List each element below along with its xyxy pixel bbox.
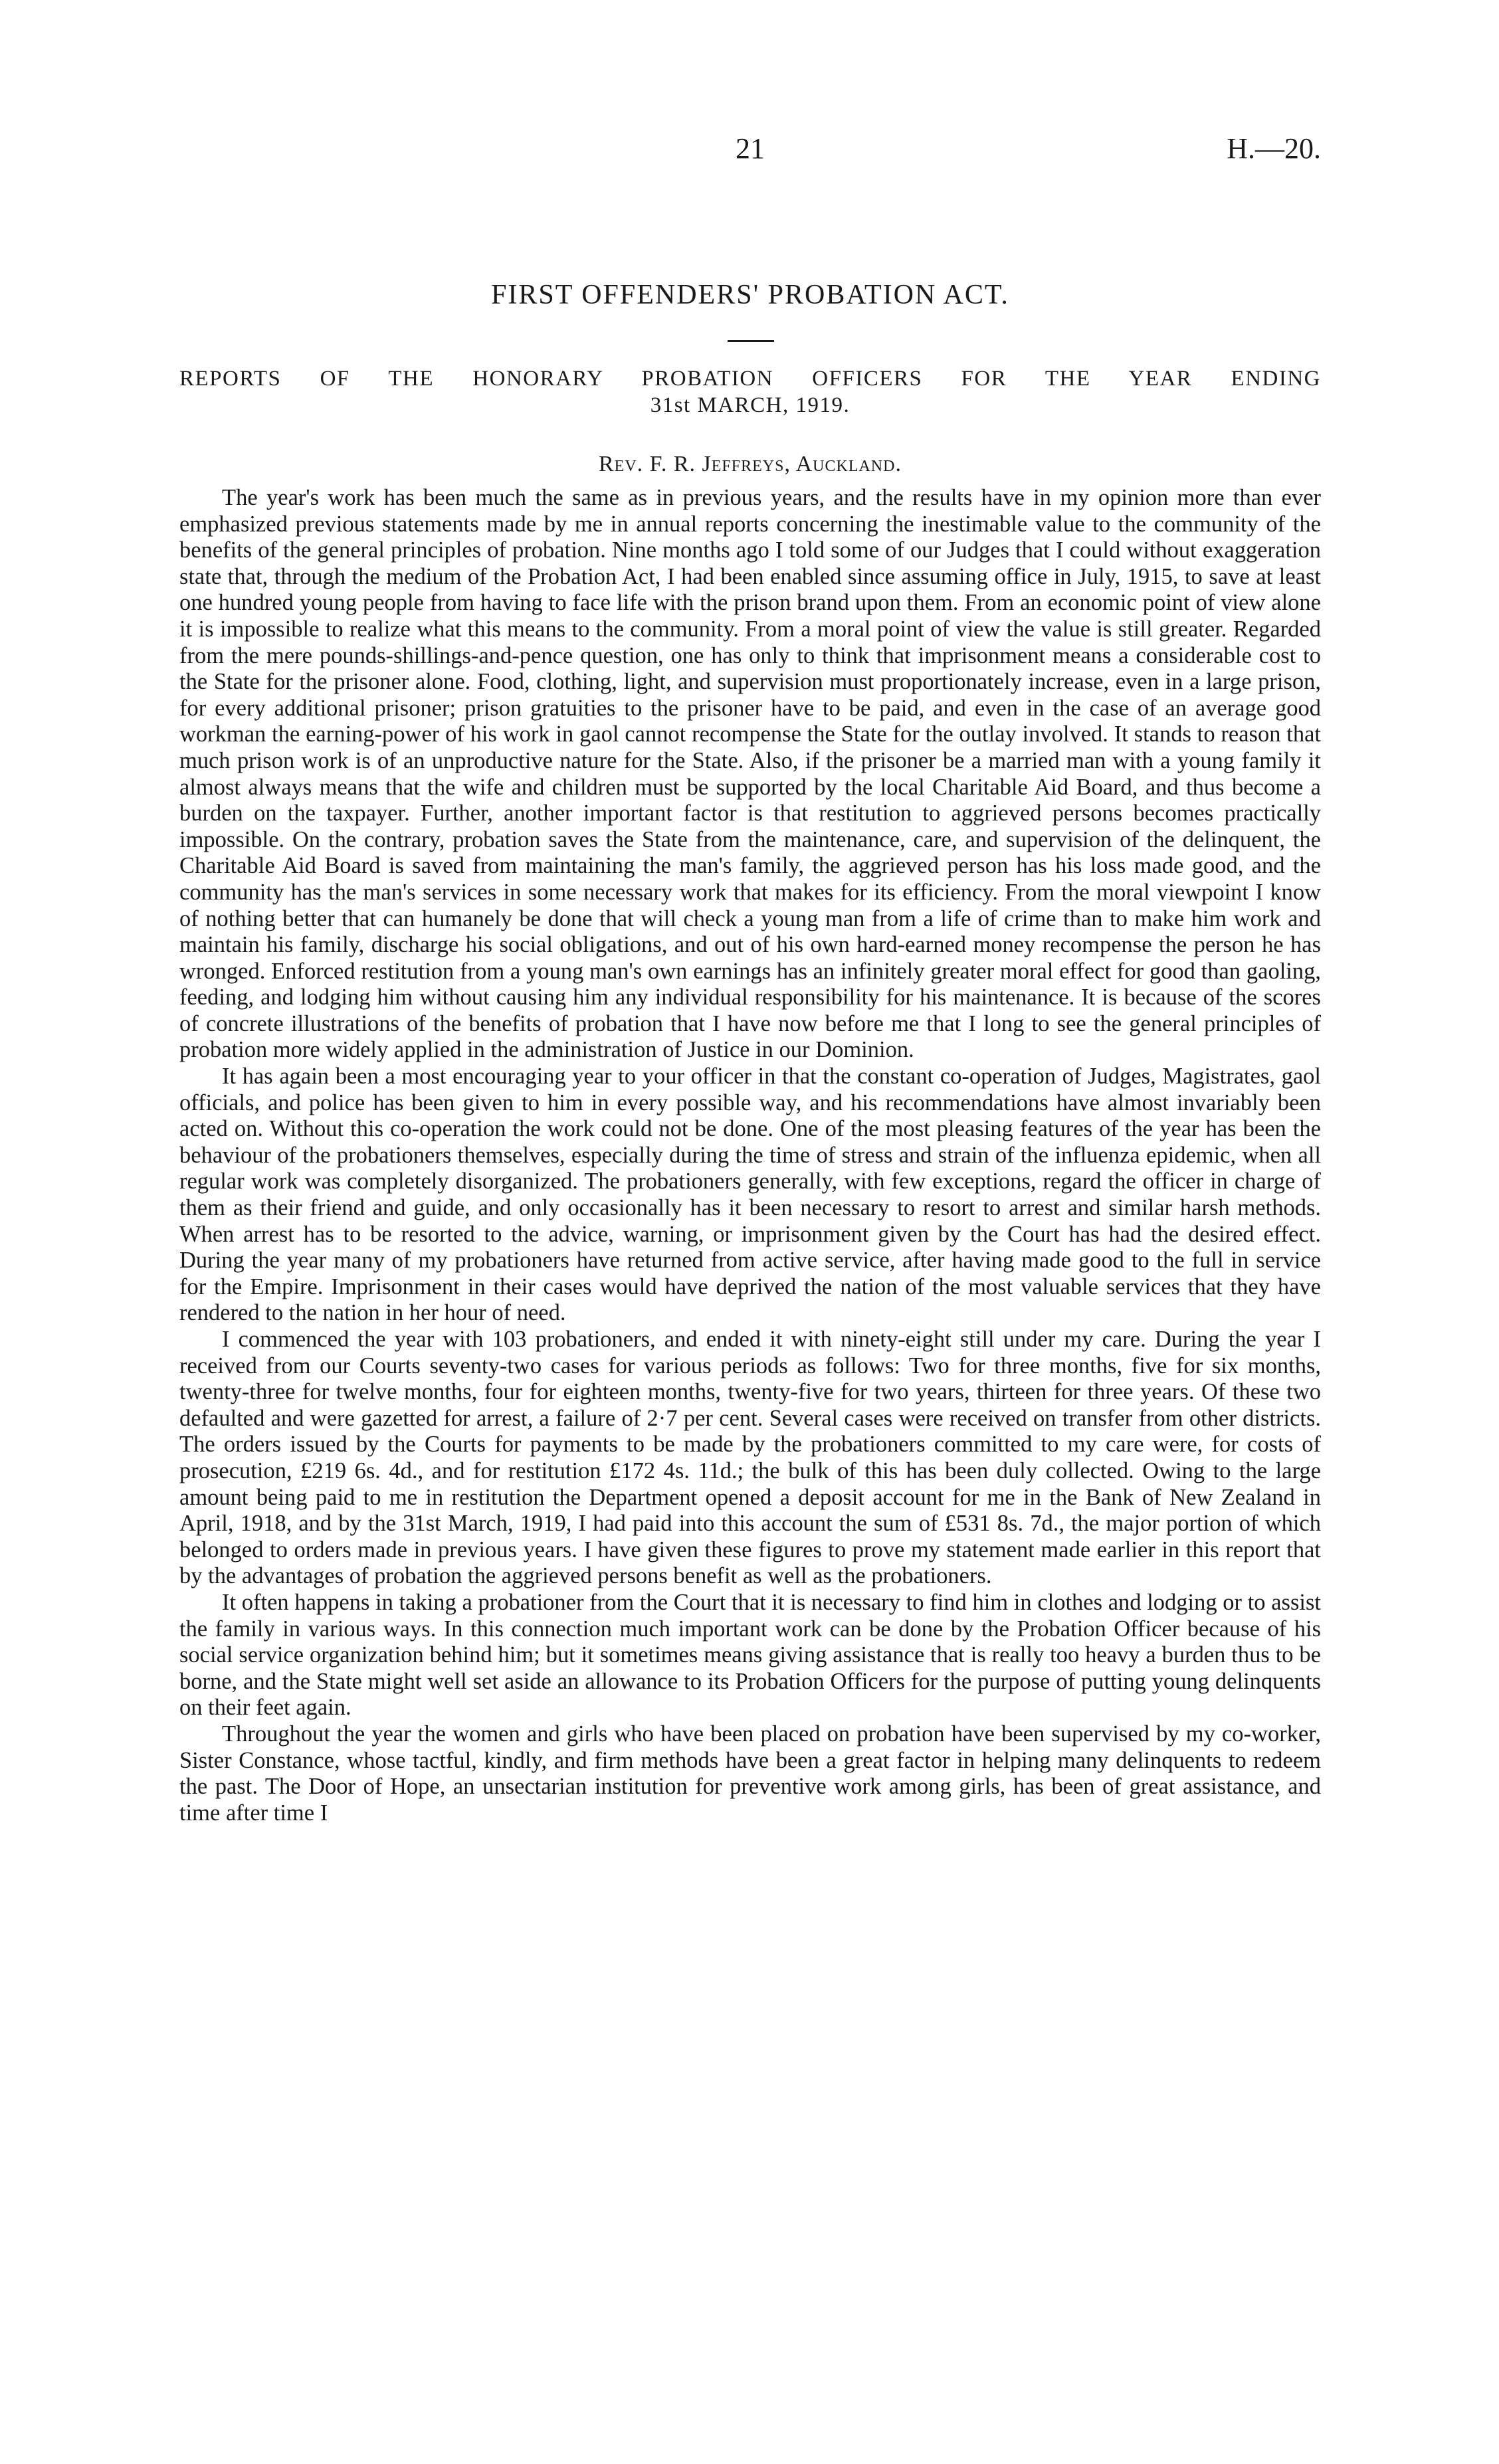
report-body xyxy=(179,485,1321,1826)
document-reference: H.—20. xyxy=(1227,132,1321,165)
paragraph: It has again been a most encouraging year to your officer in that the constant co-operation of Judges, Magistrates, gaol officials, and police has been given to him in every possible way, and his recommendations have almost invariably been acted on. Without this co-operation the work could not be done. One of the most pleasing features of the year has been the behaviour of the probationers themselves, especially during the time of stress and strain of the influenza epidemic, when all regular work was completely disorganized. The probationers generally, with few exceptions, regard the officer in charge of them as their friend and guide, and only occasionally has it been necessary to resort to arrest and similar harsh methods. When arrest has to be resorted to the advice, warning, or imprisonment given by the Court has had the desired effect. During the year many of my probationers have returned from active service, after having made good to the full in service for the Empire. Imprisonment in their cases would have deprived the nation of the most valuable services that they have rendered to the nation in her hour of need. xyxy=(179,1064,1321,1326)
officer-name: Rev. F. R. Jeffreys, Auckland. xyxy=(599,452,902,476)
paragraph: I commenced the year with 103 probationers, and ended it with ninety-eight still under my care. During the year I received from our Courts seventy-two cases for various periods as follows: Two for three months, five for six months, twenty-three for twelve months, four for eighteen months, twenty-five for two years, thirteen for three years. Of these two defaulted and were gazetted for arrest, a failure of 2·7 per cent. Several cases were received on transfer from other districts. The orders issued by the Courts for payments to be made by the probationers committed to my care were, for costs of prosecution, £219 6s. 4d., and for restitution £172 4s. 11d.; the bulk of this has been duly collected. Owing to the large amount being paid to me in restitution the Department opened a deposit account for me in the Bank of New Zealand in April, 1918, and by the 31st March, 1919, I had paid into this account the sum of £531 8s. 7d., the major portion of which belonged to orders made in previous years. I have given these figures to prove my statement made earlier in this report that by the advantages of probation the aggrieved persons benefit as well as the probationers. xyxy=(179,1327,1321,1589)
act-title: FIRST OFFENDERS' PROBATION ACT. xyxy=(491,280,1009,310)
page-header xyxy=(179,132,1321,178)
paragraph: The year's work has been much the same as in previous years, and the results have in my opinion more than ever emphasized previous statements made by me in annual reports concerning the inestimable value to the community of the benefits of the general principles of probation. Nine months ago I told some of our Judges that I could without exaggeration state that, through the medium of the Probation Act, I had been enabled since assuming office in July, 1915, to save at least one hundred young people from having to face life with the prison brand upon them. From an economic point of view alone it is impossible to realize what this means to the community. From a moral point of view the value is still greater. Regarded from the mere pounds-shillings-and-pence question, one has only to think that imprisonment means a considerable cost to the State for the prisoner alone. Food, clothing, light, and supervision must proportionately increase, even in a large prison, for every additional prisoner; prison gratuities to the prisoner have to be paid, and even in the case of an average good workman the earning-power of his work in gaol cannot recompense the State for the outlay involved. It stands to reason that much prison work is of an unproductive nature for the State. Also, if the prisoner be a married man with a young family it almost always means that the wife and children must be supported by the local Charitable Aid Board, and thus become a burden on the taxpayer. Further, another important factor is that restitution to aggrieved persons becomes practically impossible. On the contrary, probation saves the State from the maintenance, care, and supervision of the delinquent, the Charitable Aid Board is saved from maintaining the man's family, the aggrieved person has his loss made good, and the community has the man's services in some necessary work that makes for its efficiency. From the moral viewpoint I know of nothing better that can humanely be done that will check a young man from a life of crime than to make him work and maintain his family, discharge his social obligations, and out of his own hard-earned money recompense the person he has wronged. Enforced restitution from a young man's own earnings has an infinitely greater moral effect for good than gaoling, feeding, and lodging him without causing him any individual responsibility for his maintenance. It is because of the scores of concrete illustrations of the benefits of probation that I have now before me that I long to see the general principles of probation more widely applied in the administration of Justice in our Dominion. xyxy=(179,485,1321,1063)
reports-heading xyxy=(179,365,1321,419)
paragraph: Throughout the year the women and girls who have been placed on probation have been supervised by my co-worker, Sister Constance, whose tactful, kindly, and firm methods have been a great factor in helping many delinquents to redeem the past. The Door of Hope, an unsectarian institution for preventive work among girls, has been of great assistance, and time after time I xyxy=(179,1721,1321,1826)
page-number: 21 xyxy=(736,132,765,165)
title-divider xyxy=(728,340,774,342)
reports-heading-line-1: REPORTS OF THE HONORARY PROBATION OFFICERS FOR THE YEAR ENDING xyxy=(179,367,1321,391)
paragraph: It often happens in taking a probationer from the Court that it is necessary to find him in clothes and lodging or to assist the family in various ways. In this connection much important work can be done by the Probation Officer because of his social service organization behind him; but it sometimes means giving assistance that is really too heavy a burden thus to be borne, and the State might well set aside an allowance to its Probation Officers for the purpose of putting young delinquents on their feet again. xyxy=(179,1589,1321,1721)
reports-heading-line-2: 31st MARCH, 1919. xyxy=(650,393,850,417)
officer-heading xyxy=(179,452,1321,477)
